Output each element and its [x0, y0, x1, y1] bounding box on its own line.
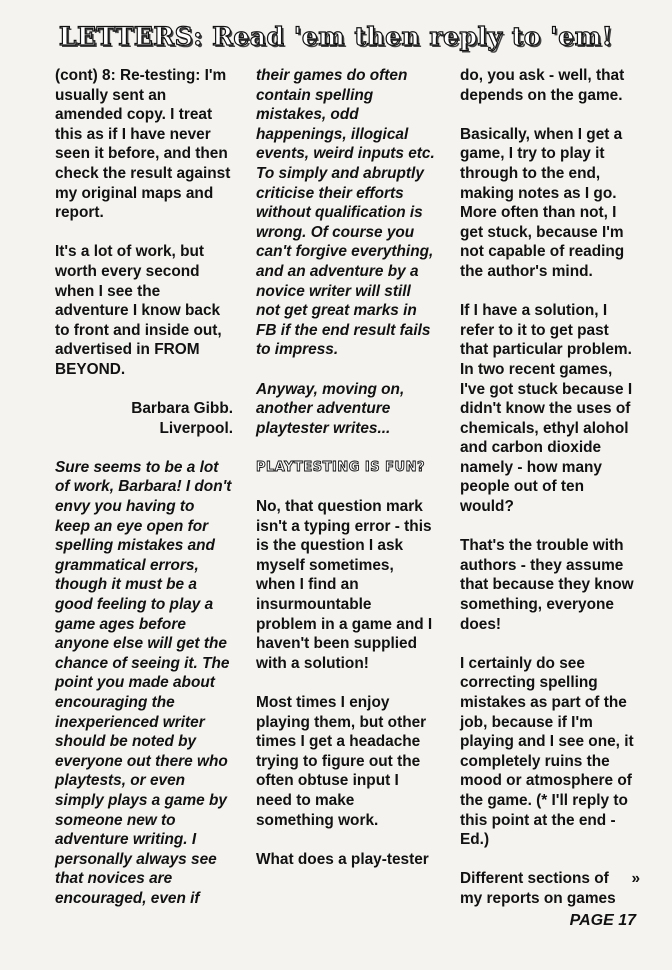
page-title: LETTERS: Read 'em then reply to 'em!	[58, 22, 614, 51]
paragraph-last	[460, 869, 640, 908]
signature-name: Barbara Gibb.	[131, 400, 233, 418]
editor-reply: Sure seems to be a lot of work, Barbara! I don't envy you having to keep an eye open for spelling mistakes and grammatical errors, though it must be a good feeling to play a game ages before anyone else will get the chance of seeing it. The point you made about encouraging the inexperienced writer should be noted by everyone out there who playtests, or even simply plays a game by someone new to adventure writing. I personally always see that novices are encouraged, even if	[55, 458, 232, 907]
paragraph: If I have a solution, I refer to it to get past that particular problem. In two recent games, I've got stuck because I didn't know the uses of chemicals, ethyl alohol and carbon dioxide namely - how many people out of ten would?	[460, 302, 633, 516]
paragraph: No, that question mark isn't a typing error - this is the question I ask myself sometimes, when I find an insurmountable problem in a game and I haven't been supplied with a solution!	[256, 498, 433, 672]
column-1	[55, 66, 233, 928]
paragraph-text: Different sections of my reports on games	[460, 870, 616, 907]
paragraph: What does a play-tester	[256, 850, 429, 868]
paragraph: That's the trouble with authors - they assume that because they know something, everyone does!	[460, 537, 634, 633]
signature-place: Liverpool.	[159, 419, 233, 437]
column-2	[256, 66, 436, 889]
paragraph: Basically, when I get a game, I try to play it through to the end, making notes as I go. More often than not, I get stuck, because I'm not capable of reading the author's mind.	[460, 125, 625, 280]
paragraph: (cont) 8: Re-testing: I'm usually sent an amended copy. I treat this as if I have never seen it before, and then check the result against my original maps and report.	[55, 67, 231, 222]
paragraph: do, you ask - well, that depends on the game.	[460, 67, 625, 104]
subheading: PLAYTESTING IS FUN?	[256, 459, 426, 475]
column-3	[460, 66, 640, 928]
editor-reply: Anyway, moving on, another adventure playtester writes...	[256, 380, 405, 437]
continue-arrow-icon: »	[631, 870, 640, 888]
paragraph: It's a lot of work, but worth every second when I see the adventure I know back to front and inside out, advertised in FROM BEYOND.	[55, 243, 222, 378]
show-through-left	[0, 66, 60, 936]
paragraph: Most times I enjoy playing them, but other times I get a headache trying to figure out the often obtuse input I need to make something work.	[256, 694, 427, 829]
paragraph: I certainly do see correcting spelling mistakes as part of the job, because if I'm playing and I see one, it completely ruins the mood or atmosphere of the game. (* I'll reply to this point at the end - Ed.)	[460, 654, 634, 849]
page-number: PAGE 17	[569, 912, 636, 929]
editor-reply: their games do often contain spelling mistakes, odd happenings, illogical events, weird inputs etc. To simply and abruptly criticise their efforts without qualification is wrong. Of course you can't forgive everything, and an adventure by a novice writer will still not get great marks in FB if the end result fails to impress.	[256, 67, 435, 359]
